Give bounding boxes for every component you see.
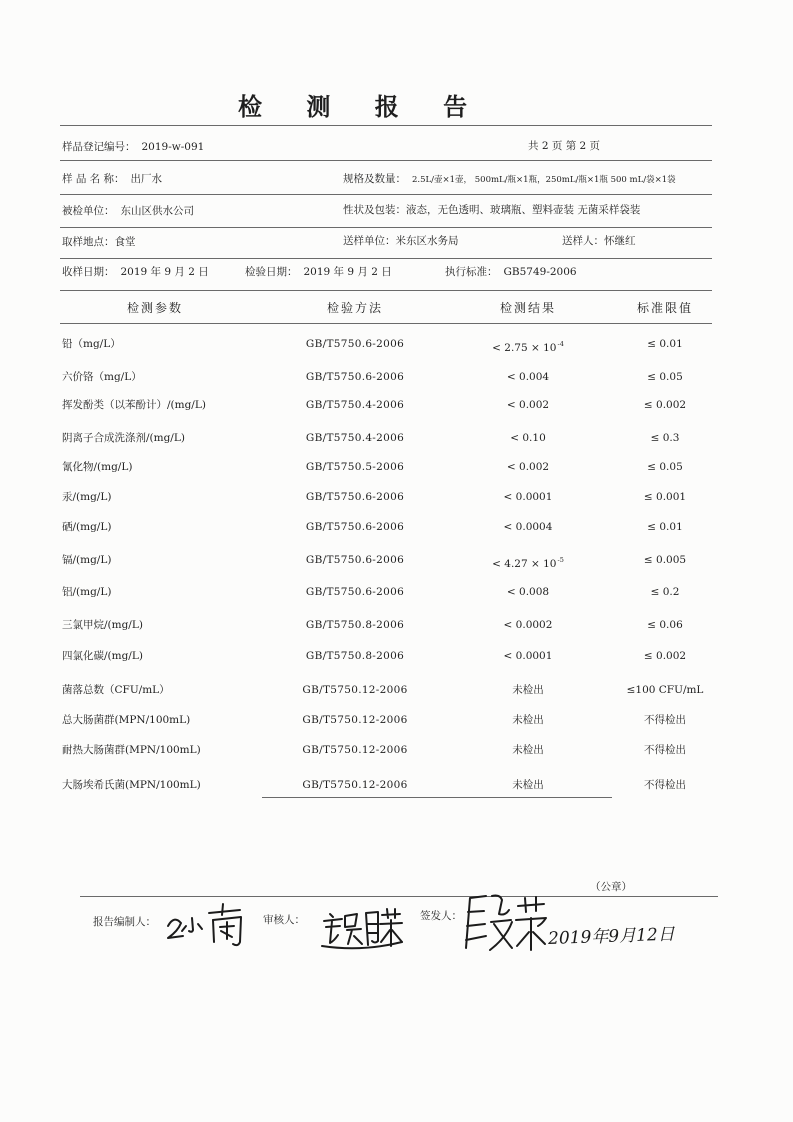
sender-unit-value: 米东区水务局 <box>395 235 459 247</box>
sender-unit-label: 送样单位： <box>343 235 396 247</box>
limit-cell: ≤ 0.3 <box>650 432 680 444</box>
sender-value: 怀继红 <box>604 235 636 247</box>
inspected-unit-value: 东山区供水公司 <box>120 205 194 217</box>
test-date-label: 检验日期： <box>245 266 298 278</box>
sender-label: 送样人： <box>562 235 604 247</box>
parameter-cell: 汞/(mg/L) <box>62 491 112 503</box>
method-cell: GB/T5750.6-2006 <box>305 586 405 598</box>
limit-cell: 不得检出 <box>644 779 686 791</box>
parameter-cell: 硒/(mg/L) <box>62 521 112 533</box>
sample-name-label: 样 品 名 称： <box>62 173 125 185</box>
spec-label: 规格及数量： <box>343 173 406 185</box>
result-value: < 0.002 <box>506 399 550 411</box>
limit-cell: ≤ 0.06 <box>647 619 683 631</box>
limit-cell: ≤ 0.05 <box>647 461 683 473</box>
spec-value: 2.5L/壶×1壶， 500mL/瓶×1瓶，250mL/瓶×1瓶 500 mL/袋×1袋 <box>412 175 676 185</box>
inspected-unit-label: 被检单位： <box>62 205 115 217</box>
receive-date-label: 收样日期： <box>62 266 115 278</box>
packing-value: 液态，无色透明、玻璃瓶、塑料壶装 无菌采样袋装 <box>406 204 641 216</box>
receive-date-value: 2019 年 9 月 2 日 <box>120 266 209 278</box>
parameter-cell: 耐热大肠菌群(MPN/100mL) <box>62 744 201 756</box>
page-count: 共 2 页 第 2 页 <box>528 140 601 152</box>
method-cell: GB/T5750.5-2006 <box>305 461 405 473</box>
method-cell: GB/T5750.12-2006 <box>302 744 408 756</box>
standard-value: GB5749-2006 <box>503 266 577 278</box>
parameter-cell: 三氯甲烷/(mg/L) <box>62 619 143 631</box>
limit-cell: ≤ 0.005 <box>643 554 687 566</box>
result-value: < 4.27 × 10 <box>492 558 557 570</box>
result-value: < 0.0002 <box>503 619 553 631</box>
result-value: < 0.10 <box>510 432 546 444</box>
result-value: 未检出 <box>512 714 544 726</box>
parameter-cell: 大肠埃希氏菌(MPN/100mL) <box>62 779 201 791</box>
reg-no-value: 2019-w-091 <box>141 141 205 153</box>
result-value: 未检出 <box>512 779 544 791</box>
parameter-cell: 挥发酚类（以苯酚计）/(mg/L) <box>62 399 206 411</box>
method-cell: GB/T5750.4-2006 <box>305 432 405 444</box>
limit-cell: 不得检出 <box>644 744 686 756</box>
sampling-site-label: 取样地点： <box>62 236 115 248</box>
method-cell: GB/T5750.6-2006 <box>305 521 405 533</box>
sample-name-value: 出厂水 <box>130 173 163 185</box>
result-exponent: -4 <box>557 340 564 348</box>
issuer-label: 签发人： <box>420 910 462 922</box>
parameter-cell: 菌落总数（CFU/mL） <box>62 684 170 696</box>
column-header-limit: 标准限值 <box>636 301 693 315</box>
limit-cell: ≤ 0.2 <box>650 586 680 598</box>
parameter-cell: 阴离子合成洗涤剂/(mg/L) <box>62 432 185 444</box>
packing-label: 性状及包装： <box>343 204 406 216</box>
result-value: < 0.0004 <box>503 521 553 533</box>
result-exponent: -5 <box>557 556 564 564</box>
method-cell: GB/T5750.8-2006 <box>305 619 405 631</box>
result-value: < 0.002 <box>506 461 550 473</box>
result-value: 未检出 <box>512 744 544 756</box>
reviewer-label: 审核人： <box>263 914 305 926</box>
method-cell: GB/T5750.12-2006 <box>302 779 408 791</box>
sampling-site-value: 食堂 <box>114 236 136 248</box>
limit-cell: ≤ 0.001 <box>643 491 687 503</box>
method-cell: GB/T5750.4-2006 <box>305 399 405 411</box>
result-value: 未检出 <box>512 684 544 696</box>
result-value: < 0.008 <box>506 586 550 598</box>
limit-cell: ≤ 0.01 <box>647 521 683 533</box>
method-cell: GB/T5750.6-2006 <box>305 371 405 383</box>
limit-cell: ≤100 CFU/mL <box>626 684 704 696</box>
method-cell: GB/T5750.12-2006 <box>302 714 408 726</box>
parameter-cell: 氰化物/(mg/L) <box>62 461 133 473</box>
column-header-method: 检验方法 <box>326 301 383 315</box>
column-header-parameter: 检测参数 <box>126 301 183 315</box>
standard-label: 执行标准： <box>445 266 498 278</box>
method-cell: GB/T5750.6-2006 <box>305 491 405 503</box>
signature-date: 2019年9月12日 <box>547 924 676 949</box>
method-cell: GB/T5750.6-2006 <box>305 338 405 350</box>
result-value: < 0.004 <box>506 371 550 383</box>
test-date-value: 2019 年 9 月 2 日 <box>303 266 392 278</box>
parameter-cell: 总大肠菌群(MPN/100mL) <box>62 714 191 726</box>
column-header-result: 检测结果 <box>499 301 556 315</box>
parameter-cell: 铝/(mg/L) <box>62 586 112 598</box>
limit-cell: ≤ 0.05 <box>647 371 683 383</box>
limit-cell: ≤ 0.002 <box>643 650 687 662</box>
method-cell: GB/T5750.12-2006 <box>302 684 408 696</box>
result-value: < 2.75 × 10 <box>492 342 557 354</box>
parameter-cell: 六价铬（mg/L） <box>62 371 142 383</box>
compiler-label: 报告编制人： <box>93 916 156 928</box>
parameter-cell: 四氯化碳/(mg/L) <box>62 650 143 662</box>
limit-cell: ≤ 0.002 <box>643 399 687 411</box>
method-cell: GB/T5750.6-2006 <box>305 554 405 566</box>
reg-no-label: 样品登记编号： <box>62 141 136 153</box>
parameter-cell: 镉/(mg/L) <box>62 554 112 566</box>
limit-cell: ≤ 0.01 <box>647 338 683 350</box>
parameter-cell: 铅（mg/L） <box>62 338 121 350</box>
result-value: < 0.0001 <box>503 491 553 503</box>
method-cell: GB/T5750.8-2006 <box>305 650 405 662</box>
report-title: 检 测 报 告 <box>238 93 486 121</box>
official-seal-note: （公章） <box>590 881 632 893</box>
result-value: < 0.0001 <box>503 650 553 662</box>
limit-cell: 不得检出 <box>644 714 686 726</box>
